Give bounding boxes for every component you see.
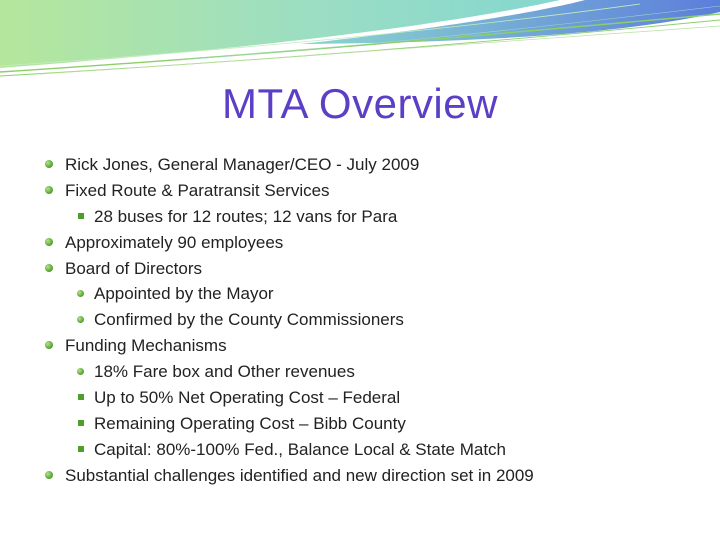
bullet-text: Rick Jones, General Manager/CEO - July 2009: [65, 155, 420, 174]
bullet-item: [0, 256, 720, 282]
bullet-dot-icon: [45, 160, 53, 168]
bullet-dot-icon: [77, 290, 84, 297]
bullet-item: [0, 178, 720, 204]
header-swoosh-decoration: [0, 0, 720, 90]
slide-title: MTA Overview: [222, 80, 498, 127]
bullet-square-icon: [78, 446, 84, 452]
sub-bullet-item: [0, 204, 720, 230]
bullet-text: Capital: 80%-100% Fed., Balance Local & State Match: [94, 439, 507, 459]
bullet-dot-icon: [45, 238, 53, 246]
bullet-item: [0, 230, 720, 256]
sub-bullet-item: [0, 437, 720, 463]
bullet-item: [0, 463, 720, 489]
bullet-text: Approximately 90 employees: [65, 232, 284, 252]
bullet-list: [0, 152, 720, 489]
sub-bullet-item: [0, 281, 720, 307]
sub-bullet-item: [0, 359, 720, 385]
bullet-dot-icon: [77, 316, 84, 323]
bullet-item: [0, 152, 720, 178]
bullet-item: [0, 333, 720, 359]
bullet-text: 18% Fare box and Other revenues: [94, 362, 355, 382]
bullet-text: Confirmed by the County Commissioners: [94, 310, 404, 330]
bullet-text: Remaining Operating Cost – Bibb County: [94, 413, 406, 433]
sub-bullet-item: [0, 411, 720, 437]
bullet-text: Appointed by the Mayor: [94, 284, 274, 304]
bullet-square-icon: [78, 394, 84, 400]
bullet-text: Board of Directors: [65, 258, 202, 278]
bullet-text: Substantial challenges identified and new direction set in 2009: [65, 465, 534, 485]
bullet-dot-icon: [77, 368, 84, 375]
bullet-dot-icon: [45, 186, 53, 194]
bullet-dot-icon: [45, 471, 53, 479]
bullet-text: Fixed Route & Paratransit Services: [65, 180, 330, 200]
bullet-square-icon: [78, 213, 84, 219]
bullet-square-icon: [78, 420, 84, 426]
sub-bullet-item: [0, 307, 720, 333]
bullet-text: Up to 50% Net Operating Cost – Federal: [94, 388, 401, 408]
bullet-text: 28 buses for 12 routes; 12 vans for Para: [94, 206, 398, 226]
bullet-text: Funding Mechanisms: [65, 336, 227, 356]
bullet-dot-icon: [45, 341, 53, 349]
bullet-dot-icon: [45, 264, 53, 272]
sub-bullet-item: [0, 385, 720, 411]
